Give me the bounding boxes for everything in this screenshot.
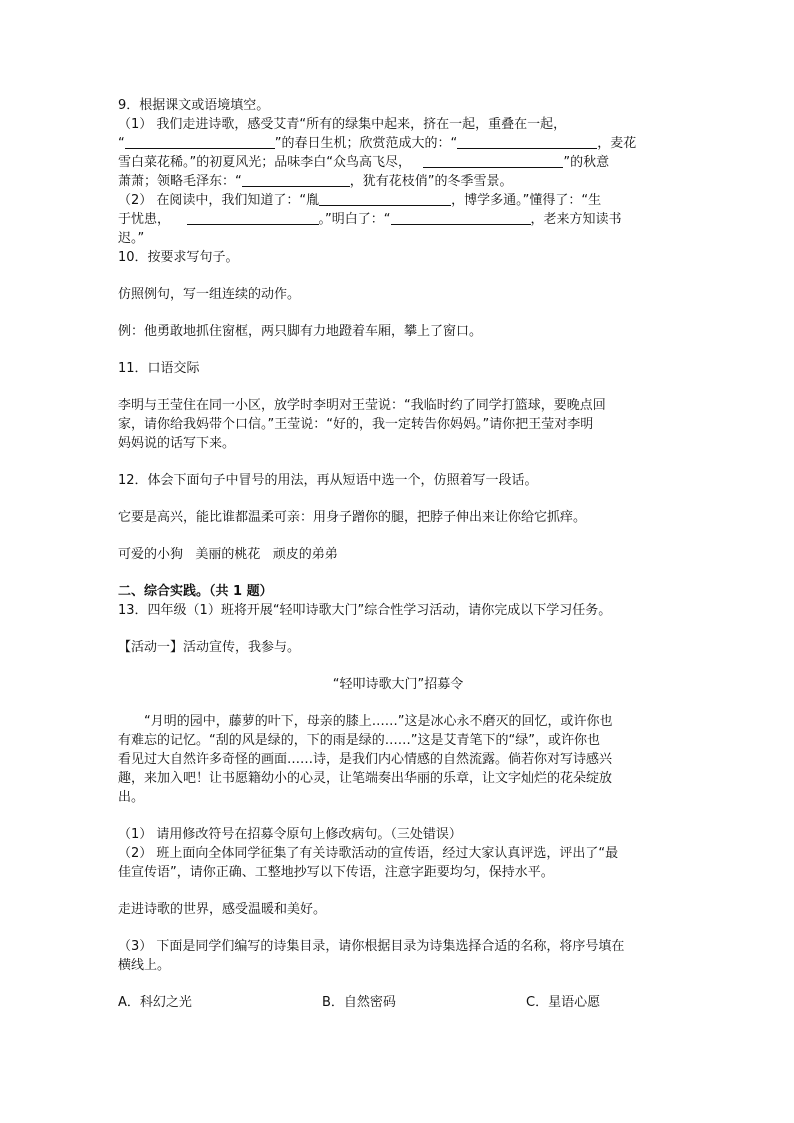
notice-line5: 出。	[118, 790, 145, 805]
q12-title: 12．体会下面句子中冒号的用法，再从短语中选一个，仿照着写一段话。	[118, 473, 538, 488]
q13-options	[118, 993, 678, 1012]
notice-line2: 有难忘的记忆。“刮的风是绿的，下的雨是绿的……”这是艾青笔下的“绿”，或许你也	[118, 733, 600, 748]
blank-2[interactable]	[457, 135, 597, 149]
q11-line1: 李明与王莹住在同一小区，放学时李明对王莹说：“我临时约了同学打篮球，要晚点回	[118, 398, 606, 413]
blank-7[interactable]	[391, 211, 531, 225]
blank-3[interactable]	[423, 154, 563, 168]
option-b: B．自然密码	[322, 995, 396, 1010]
q9-title: 9．根据课文或语境填空。	[118, 98, 270, 113]
q10-instruction: 仿照例句，写一组连续的动作。	[118, 287, 301, 302]
q10-example: 例：他勇敢地抓住窗框，两只脚有力地蹬着车厢，攀上了窗口。	[118, 324, 483, 339]
q11-line2: 家，请你给我妈带个口信。”王莹说：“好的，我一定转告你妈妈。”请你把王莹对李明	[118, 417, 594, 432]
q11-title: 11．口语交际	[118, 361, 200, 376]
section2-heading: 二、综合实践。（共 1 题）	[118, 584, 273, 599]
q13-activity1: 【活动一】活动宣传，我参与。	[118, 640, 301, 655]
q13-title: 13．四年级（1）班将开展“轻叩诗歌大门”综合性学习活动，请你完成以下学习任务。	[118, 603, 612, 618]
blank-5[interactable]	[319, 192, 451, 206]
q9-p2-line1: （2） 在阅读中，我们知道了：“胤 ，博学多通。”懂得了：“生	[118, 193, 602, 208]
option-a: A．科幻之光	[118, 995, 192, 1010]
notice-line1: “月明的园中，藤萝的叶下，母亲的膝上……”这是冰心永不磨灭的回忆，或许你也	[144, 714, 613, 729]
blank-4[interactable]	[242, 173, 350, 187]
q9-p1-line3: 雪白菜花稀。”的初夏风光；品味李白“众鸟高飞尽， ”的秋意	[118, 155, 610, 170]
blank-6[interactable]	[187, 211, 319, 225]
q9-p1-line4: 萧萧；领略毛泽东：“ ，犹有花枝俏”的冬季雪景。	[118, 174, 513, 189]
blank-1[interactable]	[125, 135, 275, 149]
q12-sentence: 它要是高兴，能比谁都温柔可亲：用身子蹭你的腿，把脖子伸出来让你给它抓痒。	[118, 510, 587, 525]
q12-phrases: 可爱的小狗 美丽的桃花 顽皮的弟弟	[118, 547, 338, 562]
q13-sub1: （1） 请用修改符号在招募令原句上修改病句。（三处错误）	[118, 827, 462, 842]
document-page	[118, 96, 678, 1012]
notice-title: “轻叩诗歌大门”招募令	[332, 677, 464, 692]
notice-line4: 趣，来加入吧！让书愿籍幼小的心灵，让笔端奏出华丽的乐章，让文字灿烂的花朵绽放	[118, 771, 613, 786]
option-c: C．星语心愿	[526, 995, 601, 1010]
q9-p2-line3: 迟。”	[118, 231, 145, 246]
q9-p1-line1: （1） 我们走进诗歌，感受艾青“所有的绿集中起来，挤在一起，重叠在一起，	[118, 117, 567, 132]
q9-p2-line2: 于忧患， 。”明白了：“ ，老来方知读书	[118, 212, 622, 227]
q13-sub2-line1: （2） 班上面向全体同学征集了有关诗歌活动的宣传语，经过大家认真评选，评出了“最	[118, 846, 619, 861]
q13-sub3-line1: （3） 下面是同学们编写的诗集目录，请你根据目录为诗集选择合适的名称，将序号填在	[118, 939, 625, 954]
notice-line3: 看见过大自然许多奇怪的画面……诗，是我们内心情感的自然流露。倘若你对写诗感兴	[118, 752, 613, 767]
q9-p1-line2: “ ”的春日生机；欣赏范成大的：“ ，麦花	[118, 136, 637, 151]
q10-title: 10．按要求写句子。	[118, 250, 239, 265]
q13-slogan: 走进诗歌的世界，感受温暖和美好。	[118, 902, 327, 917]
q11-line3: 妈妈说的话写下来。	[118, 436, 236, 451]
q13-sub2-line2: 佳宣传语”，请你正确、工整地抄写以下传语，注意字距要均匀，保持水平。	[118, 865, 554, 880]
q13-sub3-line2: 横线上。	[118, 958, 171, 973]
